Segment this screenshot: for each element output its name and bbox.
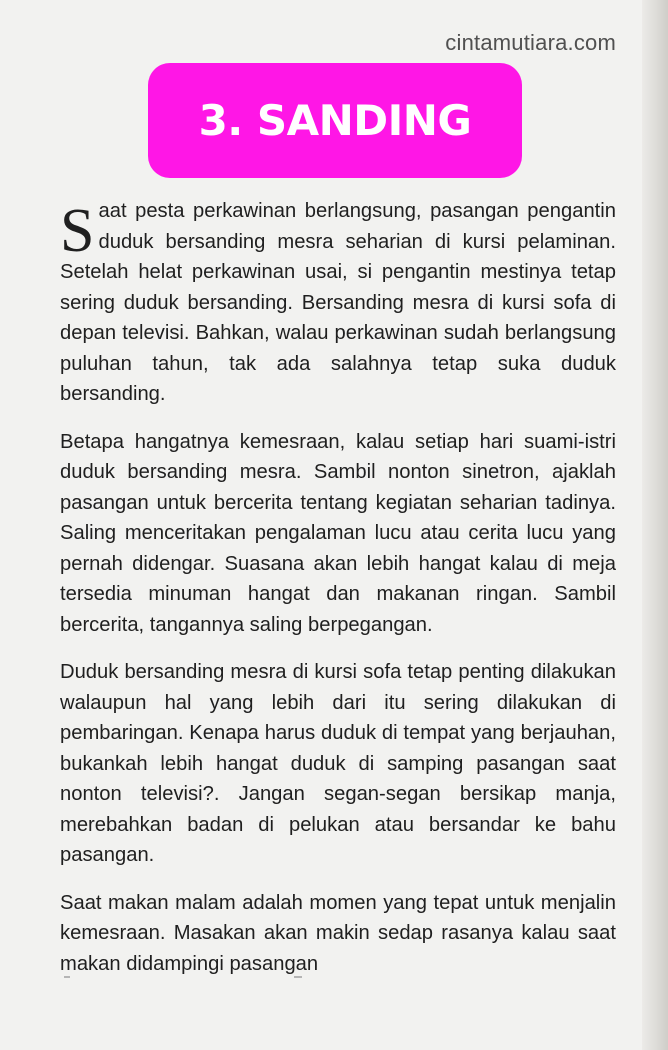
- paragraph-3: Duduk bersanding mesra di kursi sofa tetap penting dilakukan walaupun hal yang lebih dari itu sering dilakukan di pembaringan. Kenapa harus duduk di tempat yang berjauhan, bukankah lebih hangat duduk di samping pasangan saat nonton televisi?. Jangan segan-segan bersikap manja, merebahkan badan di pelukan atau bersandar ke bahu pasangan.: [60, 661, 616, 866]
- paragraph-1-text: aat pesta perkawinan berlangsung, pasangan pengantin duduk bersanding mesra seharian di kursi pelaminan. Setelah helat perkawinan usai, si pengantin mestinya tetap sering duduk bersanding. Bersanding mesra di kursi sofa di depan televisi. Bahkan, walau perkawinan sudah berlangsung puluhan tahun, tak ada salahnya tetap suka duduk bersanding.: [60, 200, 616, 405]
- paragraph-1: [60, 196, 616, 410]
- chapter-body: [60, 196, 616, 979]
- paragraph-2: Betapa hangatnya kemesraan, kalau setiap hari suami-istri duduk bersanding mesra. Sambil nonton sinetron, ajaklah pasangan untuk bercerita tentang kegiatan seharian tadinya. Saling menceritakan pengalaman lucu atau cerita lucu yang pernah didengar. Suasana akan lebih hangat kalau di meja tersedia minuman hangat dan makanan ringan. Sambil bercerita, tangannya saling berpegangan.: [60, 430, 616, 636]
- chapter-title-banner: [148, 63, 522, 178]
- site-watermark: cintamutiara.com: [445, 30, 616, 55]
- drop-cap-letter: S: [60, 197, 95, 265]
- chapter-title: 3. SANDING: [198, 96, 472, 145]
- book-page-edge: [642, 0, 668, 1050]
- cut-off-next-line: [60, 976, 616, 982]
- paragraph-4: Saat makan malam adalah momen yang tepat untuk menjalin kemesraan. Masakan akan makin sedap rasanya kalau saat makan didampingi pasangan: [60, 891, 616, 975]
